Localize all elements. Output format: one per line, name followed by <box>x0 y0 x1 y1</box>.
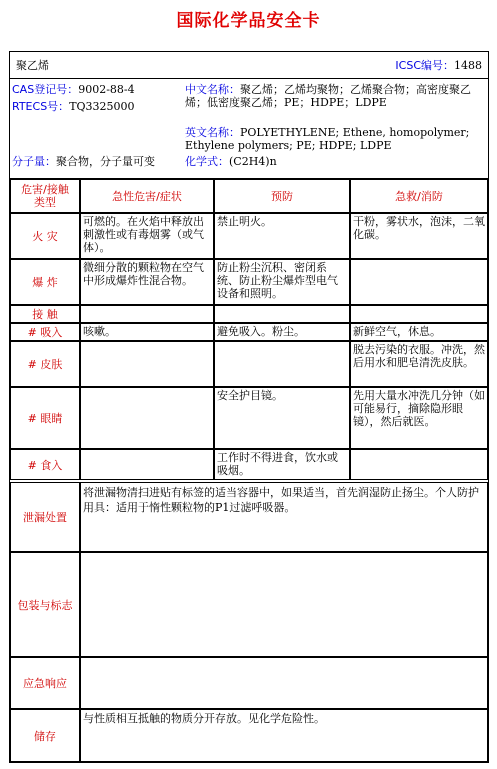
row-label-fire: 火 灾 <box>10 213 80 259</box>
storage-text: 与性质相互抵触的物质分开存放。见化学危险性。 <box>80 709 488 762</box>
col-header-prevention: 预防 <box>214 179 350 213</box>
contact-prevention <box>214 305 350 323</box>
row-label-eyes: # 眼睛 <box>10 387 80 449</box>
packaging-label: 包装与标志 <box>10 552 80 657</box>
packaging-text <box>80 552 488 657</box>
row-label-skin: # 皮肤 <box>10 341 80 387</box>
english-name <box>185 126 485 152</box>
en-name-value: POLYETHYLENE; Ethene, homopolymer; Ethylene polymers; PE; HDPE; LDPE <box>185 126 470 152</box>
page-title: 国际化学品安全卡 <box>176 11 321 31</box>
explosion-firstaid <box>350 259 488 305</box>
skin-hazard <box>80 341 214 387</box>
col-header-hazard: 急性危害/症状 <box>80 179 214 213</box>
icsc-number <box>395 59 482 72</box>
contact-firstaid <box>350 305 488 323</box>
fire-hazard: 可燃的。在火焰中释放出刺激性或有毒烟雾（或气体）。 <box>80 213 214 259</box>
safety-card <box>9 51 489 763</box>
row-label-contact: 接 触 <box>10 305 80 323</box>
cn-name-label: 中文名称： <box>185 83 240 96</box>
rtecs-label: RTECS号： <box>12 100 70 113</box>
row-label-ingestion: # 食入 <box>10 449 80 480</box>
eyes-firstaid: 先用大量水冲洗几分钟（如可能易行，摘除隐形眼镜），然后就医。 <box>350 387 488 449</box>
leak-label: 泄漏处置 <box>10 482 80 552</box>
formula-value: (C2H4)n <box>229 155 277 168</box>
leak-text: 将泄漏物清扫进贴有标签的适当容器中，如果适当，首先润湿防止扬尘。个人防护用具：适用于惰性颗粒物的P1过滤呼吸器。 <box>80 482 488 552</box>
skin-prevention <box>214 341 350 387</box>
cas-number <box>12 83 182 96</box>
substance-name: 聚乙烯 <box>16 59 49 72</box>
emergency-text <box>80 657 488 709</box>
explosion-hazard: 微细分散的颗粒物在空气中形成爆炸性混合物。 <box>80 259 214 305</box>
chemical-formula <box>185 155 385 168</box>
rtecs-number <box>12 100 182 113</box>
cn-name-value: 聚乙烯；乙烯均聚物；乙烯聚合物；高密度聚乙烯；低密度聚乙烯；PE；HDPE；LDPE <box>185 83 471 109</box>
fire-prevention: 禁止明火。 <box>214 213 350 259</box>
icsc-value: 1488 <box>454 59 482 72</box>
row-label-explosion: 爆 炸 <box>10 259 80 305</box>
icsc-label: ICSC编号： <box>395 59 454 72</box>
hazard-table <box>10 179 488 482</box>
col-header-firstaid: 急救/消防 <box>350 179 488 213</box>
cas-value: 9002-88-4 <box>78 83 135 96</box>
inhalation-firstaid: 新鲜空气，休息。 <box>350 323 488 341</box>
formula-label: 化学式： <box>185 155 229 168</box>
skin-firstaid: 脱去污染的衣服。冲洗，然后用水和肥皂清洗皮肤。 <box>350 341 488 387</box>
info-block <box>10 79 488 179</box>
col-header-type: 危害/接触类型 <box>10 179 80 213</box>
rtecs-value: TQ3325000 <box>69 100 135 113</box>
fire-firstaid: 干粉，雾状水，泡沫，二氧化碳。 <box>350 213 488 259</box>
storage-label: 储存 <box>10 709 80 762</box>
ingestion-firstaid <box>350 449 488 480</box>
molecular-weight <box>12 155 184 168</box>
emergency-label: 应急响应 <box>10 657 80 709</box>
ingestion-prevention: 工作时不得进食，饮水或吸烟。 <box>214 449 350 480</box>
eyes-prevention: 安全护目镜。 <box>214 387 350 449</box>
ingestion-hazard <box>80 449 214 480</box>
eyes-hazard <box>80 387 214 449</box>
explosion-prevention: 防止粉尘沉积、密闭系统、防止粉尘爆炸型电气设备和照明。 <box>214 259 350 305</box>
inhalation-prevention: 避免吸入。粉尘。 <box>214 323 350 341</box>
mw-label: 分子量： <box>12 155 56 168</box>
chinese-name <box>185 83 485 109</box>
contact-hazard <box>80 305 214 323</box>
en-name-label: 英文名称： <box>185 126 240 139</box>
card-header <box>10 52 488 79</box>
row-label-inhalation: # 吸入 <box>10 323 80 341</box>
cas-label: CAS登记号： <box>12 83 79 96</box>
mw-value: 聚合物，分子量可变 <box>56 155 155 168</box>
inhalation-hazard: 咳嗽。 <box>80 323 214 341</box>
